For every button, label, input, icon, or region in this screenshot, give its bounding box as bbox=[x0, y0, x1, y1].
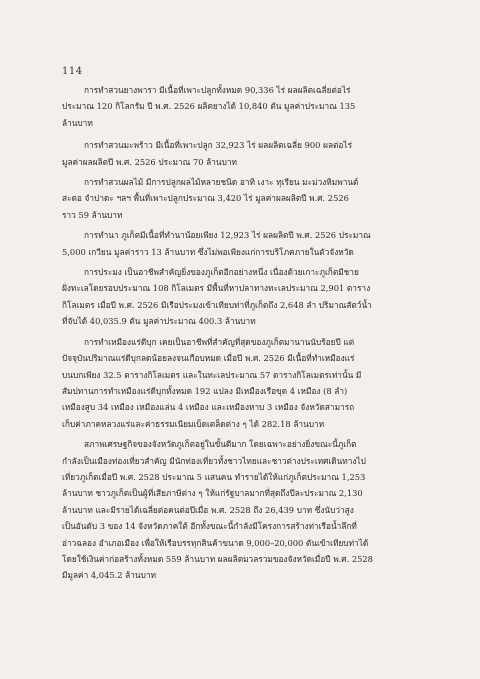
text-line: กิโลเมตร เมื่อปี พ.ศ. 2526 มีเรือประมงเข้าเทียบท่าที่ภูเก็ตถึง 2,648 ลำ ปริมาณสัตว์น้ำ bbox=[62, 299, 372, 310]
text-line: การทำสวนยางพารา มีเนื้อที่เพาะปลูกทั้งหมด 90,336 ไร่ ผลผลิตเฉลี่ยต่อไร่ bbox=[84, 85, 351, 95]
text-line: เที่ยวภูเก็ตเมื่อปี พ.ศ. 2528 ประมาณ 5 แสนคน ทำรายได้ให้แก่ภูเก็ตประมาณ 1,253 bbox=[62, 471, 366, 482]
text-line: ฝั่งทะเลโดยรอบประมาณ 108 กิโลเมตร มีพื้นที่หาปลาทางทะเลประมาณ 2,901 ตาราง bbox=[62, 283, 371, 294]
text-line: ล้านบาท และมีรายได้เฉลี่ยต่อคนต่อปีเมื่อ พ.ศ. 2528 ถึง 26,439 บาท ซึ่งนับว่าสูง bbox=[62, 504, 354, 515]
text-line: บนบกเพียง 32.5 ตารางกิโลเมตร และในทะเลประมาณ 57 ตารางกิโลเมตรเท่านั้น มี bbox=[62, 369, 362, 380]
paragraph bbox=[62, 174, 430, 223]
text-line: ราว 59 ล้านบาท bbox=[62, 209, 123, 220]
text-line: การประมง เป็นอาชีพสำคัญยิ่งของภูเก็ตอีกอย่างหนึ่ง เนื่องด้วยเกาะภูเก็ตมีชาย bbox=[84, 267, 359, 278]
page-body bbox=[62, 82, 430, 584]
paragraph bbox=[62, 264, 430, 330]
text-line: การทำเหมืองแร่ดีบุก เคยเป็นอาชีพที่สำคัญที่สุดของภูเก็ตมานานนับร้อยปี แต่ bbox=[84, 336, 355, 347]
text-line: โดยใช้เงินค่าก่อสร้างทั้งหมด 559 ล้านบาท ผลผลิตมวลรวมของจังหวัดเมื่อปี พ.ศ. 2528 bbox=[62, 553, 373, 564]
text-line: การทำสวนมะพร้าว มีเนื้อที่เพาะปลูก 32,923 ไร่ ผลผลิตเฉลี่ย 900 ผลต่อไร่ bbox=[84, 140, 353, 151]
text-line: ล้านบาท bbox=[62, 117, 93, 128]
text-line: ปัจจุบันปริมาณแร่ดีบุกลดน้อยลงจนเกือบหมด เมื่อปี พ.ศ. 2526 มีเนื้อที่ทำเหมืองแร่ bbox=[62, 353, 355, 364]
paragraph bbox=[62, 82, 430, 131]
text-line: มีมูลค่า 4,045.2 ล้านบาท bbox=[62, 570, 156, 581]
text-line: สภาพเศรษฐกิจของจังหวัดภูเก็ตอยู่ในขั้นดีมาก โดยเฉพาะอย่างยิ่งขณะนี้ภูเก็ต bbox=[84, 439, 357, 450]
text-line: การทำสวนผลไม้ มีการปลูกผลไม้หลายชนิด อาทิ เงาะ ทุเรียน มะม่วงหิมพานต์ bbox=[84, 177, 359, 188]
text-line: การทำนา ภูเก็ตมีเนื้อที่ทำนาน้อยเพียง 12,923 ไร่ ผลผลิตปี พ.ศ. 2526 ประมาณ bbox=[84, 230, 371, 241]
paragraph bbox=[62, 436, 430, 584]
text-line: ล้านบาท ชาวภูเก็ตเป็นผู้ที่เสียภาษีต่าง ๆ ให้แก่รัฐบาลมากที่สุดถึงปีละประมาณ 2,130 bbox=[62, 488, 363, 499]
text-line: 5,000 เกวียน มูลค่าราว 13 ล้านบาท ซึ่งไม่พอเพียงแก่การบริโภคภายในตัวจังหวัด bbox=[62, 246, 354, 257]
text-line: มูลค่าผลผลิตปี พ.ศ. 2526 ประมาณ 70 ล้านบาท bbox=[62, 156, 237, 167]
text-line: เหมืองสูบ 34 เหมือง เหมืองแล่น 4 เหมือง และเหมืองหาบ 3 เหมือง จังหวัดสามารถ bbox=[62, 402, 355, 413]
text-line: สัมปทานการทำเหมืองแร่ดีบุกทั้งหมด 192 แปลง มีเหมืองเรือขุด 4 เหมือง (8 ลำ) bbox=[62, 385, 348, 396]
paragraph bbox=[62, 227, 430, 260]
paragraph bbox=[62, 137, 430, 170]
text-line: เป็นอันดับ 3 ของ 14 จังหวัดภาคใต้ อีกทั้งขณะนี้กำลังมีโครงการสร้างท่าเรือน้ำลึกที่ bbox=[62, 521, 357, 532]
text-line: สะตอ จำปาดะ ฯลฯ พื้นที่เพาะปลูกประมาณ 3,420 ไร่ มูลค่าผลผลิตปี พ.ศ. 2526 bbox=[62, 193, 349, 204]
text-line: ที่จับได้ 40,035.9 ตัน มูลค่าประมาณ 400.3 ล้านบาท bbox=[62, 316, 256, 327]
paragraph bbox=[62, 334, 430, 432]
text-line: เก็บค่าภาคหลวงแร่และค่าธรรมเนียมเบ็ดเตล็ดต่าง ๆ ได้ 282.18 ล้านบาท bbox=[62, 418, 325, 429]
text-line: อ่าวฉลอง อำเภอเมือง เพื่อให้เรือบรรทุกสินค้าขนาด 9,000–20,000 ตันเข้าเทียบท่าได้ bbox=[62, 537, 369, 548]
text-line: กำลังเป็นเมืองท่องเที่ยวสำคัญ มีนักท่องเที่ยวทั้งชาวไทยและชาวต่างประเทศเดินทางไป bbox=[62, 455, 366, 466]
page-number: 114 bbox=[62, 66, 83, 77]
text-line: ประมาณ 120 กิโลกรัม ปี พ.ศ. 2526 ผลิตยางได้ 10,840 ตัน มูลค่าประมาณ 135 bbox=[62, 101, 356, 112]
